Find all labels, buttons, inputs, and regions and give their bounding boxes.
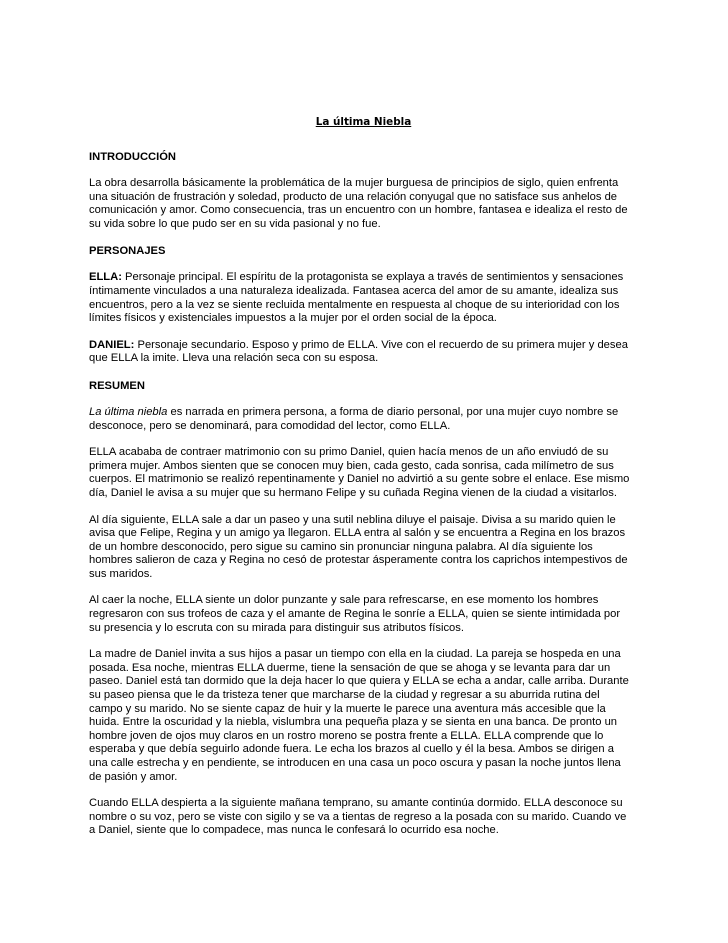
summary-paragraph-4: Al caer la noche, ELLA siente un dolor punzante y sale para refrescarse, en ese momento los hombres regresaron con sus trofeos de caza y el amante de Regina le sonríe a ELLA, quien se siente intimidada por su presencia y lo escruta con su mirada para distinguir sus atributos físicos. [89,594,621,634]
section-heading-summary: RESUMEN [89,379,145,392]
summary-paragraph-3: Al día siguiente, ELLA sale a dar un paseo y una sutil neblina diluye el paisaje. Divisa a su marido quien le avisa que Felipe, Regina y un amigo ya llegaron. ELLA entra al salón y se encuentra a Regina en los brazos de un hombre desconocido, pero sigue su camino sin pronunciar ninguna palabra. Al día siguiente los hombres salieron de caza y Regina no cesó de protestar ásperamente contra los caprichos intempestivos de sus maridos. [89,513,628,580]
character-ella-description: Personaje principal. El espíritu de la protagonista se explaya a través de sentimientos y sensaciones íntimamente vinculados a una naturaleza idealizada. Fantasea acerca del amor de su amante, idealiza sus encuentros, pero a la vez se siente recluida mentalmente en respuesta al choque de su interioridad con los límites físicos y existenciales impuestos a la mujer por el orden social de la época. [89,271,624,325]
section-heading-characters: PERSONAJES [89,245,166,258]
summary-paragraph-2: ELLA acababa de contraer matrimonio con su primo Daniel, quien hacía menos de un año enviudó de su primera mujer. Ambos sienten que se conocen muy bien, cada gesto, cada sonrisa, cada milímetro de sus cuerpos. El matrimonio se realizó repentinamente y Daniel no advirtió a su gente sobre el enlace. Ese mismo día, Daniel le avisa a su mujer que su hermano Felipe y su cuñada Regina vienen de la ciudad a visitarlos. [89,446,630,499]
character-daniel-description: Personaje secundario. Esposo y primo de ELLA. Vive con el recuerdo de su primera mujer y desea que ELLA la imite. Lleva una relación seca con su esposa. [89,338,628,365]
summary-paragraph-6: Cuando ELLA despierta a la siguiente mañana temprano, su amante continúa dormido. ELLA desconoce su nombre o su voz, pero se viste con sigilo y se va a tientas de regreso a la posada con su marido. Cuando ve a Daniel, siente que lo compadece, mas nunca le confesará lo ocurrido esa noche. [89,797,627,837]
introduction-paragraph: La obra desarrolla básicamente la problemática de la mujer burguesa de principios de siglo, quien enfrenta una situación de frustración y soledad, producto de una relación conyugal que no satisface sus anhelos de comunicación y amor. Como consecuencia, tras un encuentro con un hombre, fantasea e idealiza el resto de su vida sobre lo que pudo ser en su vida pasional y no fue. [89,177,628,230]
summary-paragraph-1-text: es narrada en primera persona, a forma de diario personal, por una mujer cuyo nombre se desconoce, pero se denominará, para comodidad del lector, como ELLA. [89,405,619,432]
summary-book-title: La última niebla [89,405,168,418]
character-daniel-paragraph [89,339,632,366]
character-daniel-label: DANIEL: [89,338,135,351]
summary-paragraph-5: La madre de Daniel invita a sus hijos a pasar un tiempo con ella en la ciudad. La pareja se hospeda en una posada. Esa noche, mientras ELLA duerme, tiene la sensación de que se ahoga y se levanta para dar un paseo. Daniel está tan dormido que la deja hacer lo que quiera y ELLA se echa a andar, calle arriba. Durante su paseo piensa que le da tristeza tener que marcharse de la ciudad y regresar a su aburrida rutina del campo y su marido. No se siente capaz de huir y la muerte le parece una aventura más accesible que la huida. Entre la oscuridad y la niebla, vislumbra una pequeña plaza y se sienta en una banca. De pronto un hombre joven de ojos muy claros en un rostro moreno se postra frente a ELLA. ELLA comprende que lo esperaba y que debía seguirlo adonde fuera. Le echa los brazos al cuello y él la besa. Ambos se dirigen a una calle estrecha y en pendiente, se introducen en una casa un poco oscura y pasan la noche juntos llena de pasión y amor. [89,648,629,783]
document-title: La última Niebla [315,116,412,128]
section-heading-introduction: INTRODUCCIÓN [89,151,177,163]
summary-paragraph-1 [89,406,632,433]
character-ella-label: ELLA: [89,271,122,284]
character-ella-paragraph [89,271,632,325]
